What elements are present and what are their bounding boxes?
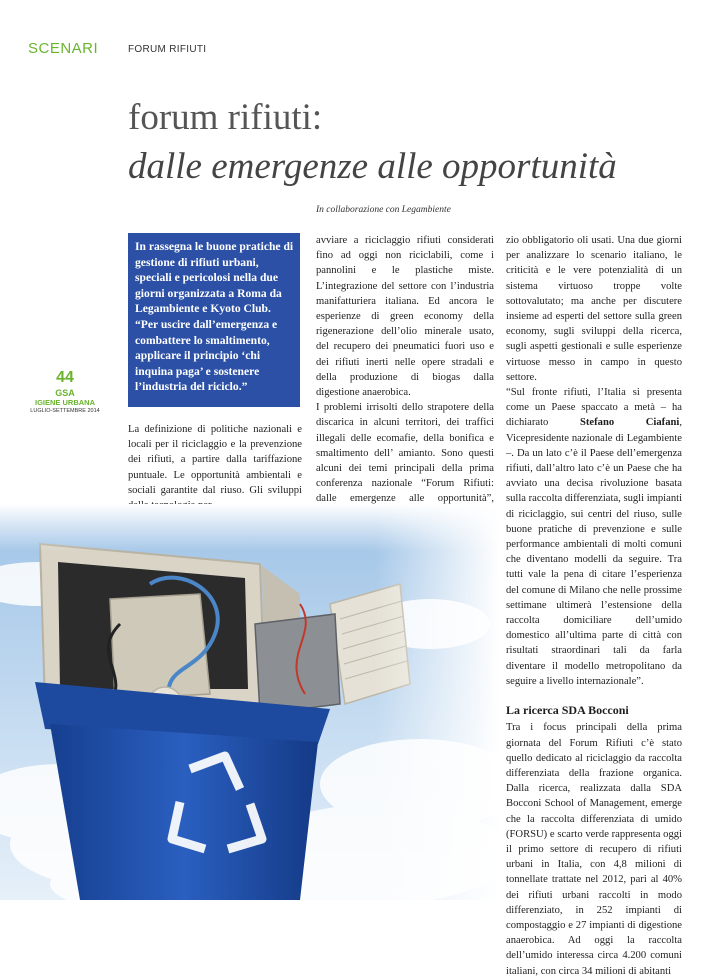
running-head: FORUM RIFIUTI <box>128 44 207 55</box>
paragraph: La definizione di politiche nazionali e locali per il riciclaggio e la prevenzione dei rifiuti, a partire dalla tariffazione puntuale. Le opportunità ambientali e sociali garantite dal riuso. Gli sviluppi <box>128 424 302 496</box>
page-number: 44 <box>56 369 74 386</box>
issue-date: LUGLIO-SETTEMBRE 2014 <box>30 408 100 414</box>
collaboration-credit: In collaborazione con Legambiente <box>316 205 451 215</box>
article-title: forum rifiuti: <box>128 97 323 138</box>
column-3 <box>506 233 682 979</box>
section-label: SCENARI <box>28 40 99 57</box>
highlight-text: In rassegna le buone pratiche di gestione di rifiuti urbani, speciali e pericolosi nella due giorni organizzata a Roma da Legambiente e Kyoto Club. “Per uscire dall’emergenza e combattere lo smaltimento, applicare il principio ‘chi inquina paga’ e sostenere l’industria del riciclo.” <box>135 240 294 394</box>
quote-text: , Vicepresidente nazionale di Legambiente –. Da un lato c’è il Paese dell’emergenza rifiuti, dall’altro lato c’è un Paese che ha avviato una decisa rivoluzione basata sulla raccolta differenziata, sugli impianti di riciclaggio, sui centri del riuso, sulle buone pratiche di prevenzione e sulle performance ambientali di molti comuni che diventano modelli da seguire. Tra tutti vale la pena di citare l’esperienza del comune di Milano che nelle prossime settimane ultimerà l’estensione della raccolta domiciliare dell’umido domestico all’ultima parte di città con risultati straordinari tali da farla diventare il modello metropolitano da seguire a livello internazionale”. <box>506 417 683 687</box>
speaker-name: Stefano Ciafani <box>580 417 680 429</box>
paragraph: zio obbligatorio oli usati. Una due giorni per analizzare lo scenario italiano, le criticità e le vere potenzialità di un sistema virtuoso troppe volte sottovalutato; ma anche per discutere insieme ad esperti del settore sulla green economy, sugli sviluppi della ricerca, sugli aspetti gestionali e sulle esperienze virtuose messo in campo in questo settore. <box>506 235 682 383</box>
paragraph-quote <box>506 385 682 689</box>
quote-text: “Sul fronte rifiuti, l’Italia si presenta come un Paese spaccato a metà – ha dichiarato <box>506 387 682 429</box>
paragraph: avviare a riciclaggio rifiuti considerati fino ad oggi non riciclabili, come i pannolini e le plastiche miste. L’integrazione del settore con l’industria manifatturiera italiana. Ed ancora le esperienze di green economy della rigenerazione dell’olio minerale usato, del recupero dei pneumatici fuori uso e dei rifiuti inerti nelle opere stradali e della produzione di biogas dalla digestione anaerobica. <box>316 235 494 399</box>
paragraph: Tra i focus principali della prima giornata del Forum Rifiuti c’è stato quello dedicato al riciclaggio da raccolta differenziata della frazione organica. Dalla ricerca, realizzata dalla SDA Bocconi School of Management, emerge che la raccolta differenziata di umido (FORSU) e scarto verde rappresenta oggi il primo settore di recupero di rifiuti urbani in Italia, con 4,8 milioni di tonnellate trattate nel 2012, pari al 40% dei rifiuti urbani raccolti in modo differenziato, in 252 impianti di compostaggio e 27 impianti di digestione anaerobica. Ad oggi la raccolta dell’umido interessa circa 4.200 comuni italiani, con circa 34 milioni di abitanti <box>506 722 682 977</box>
highlight-box <box>128 233 300 407</box>
subheading: La ricerca SDA Bocconi <box>506 703 629 718</box>
magazine-logo-bottom: IGIENE URBANA <box>34 398 95 407</box>
magazine-logo-top: GSA <box>55 388 75 398</box>
paragraph: I problemi irrisolti dello strapotere della discarica in alcuni territori, dei traffici illegali delle ecomafie, della bonifica e smaltimento dell’ amianto. Sono questi alcuni dei temi principali della prima conferenza nazionale “Forum Rifiuti: dalle emergenze alle opportunità”, <box>316 402 494 505</box>
recycling-bin-photo <box>0 504 500 900</box>
column-1 <box>128 422 302 513</box>
article-subtitle: dalle emergenze alle opportunità <box>128 146 617 187</box>
page-info <box>30 370 100 415</box>
